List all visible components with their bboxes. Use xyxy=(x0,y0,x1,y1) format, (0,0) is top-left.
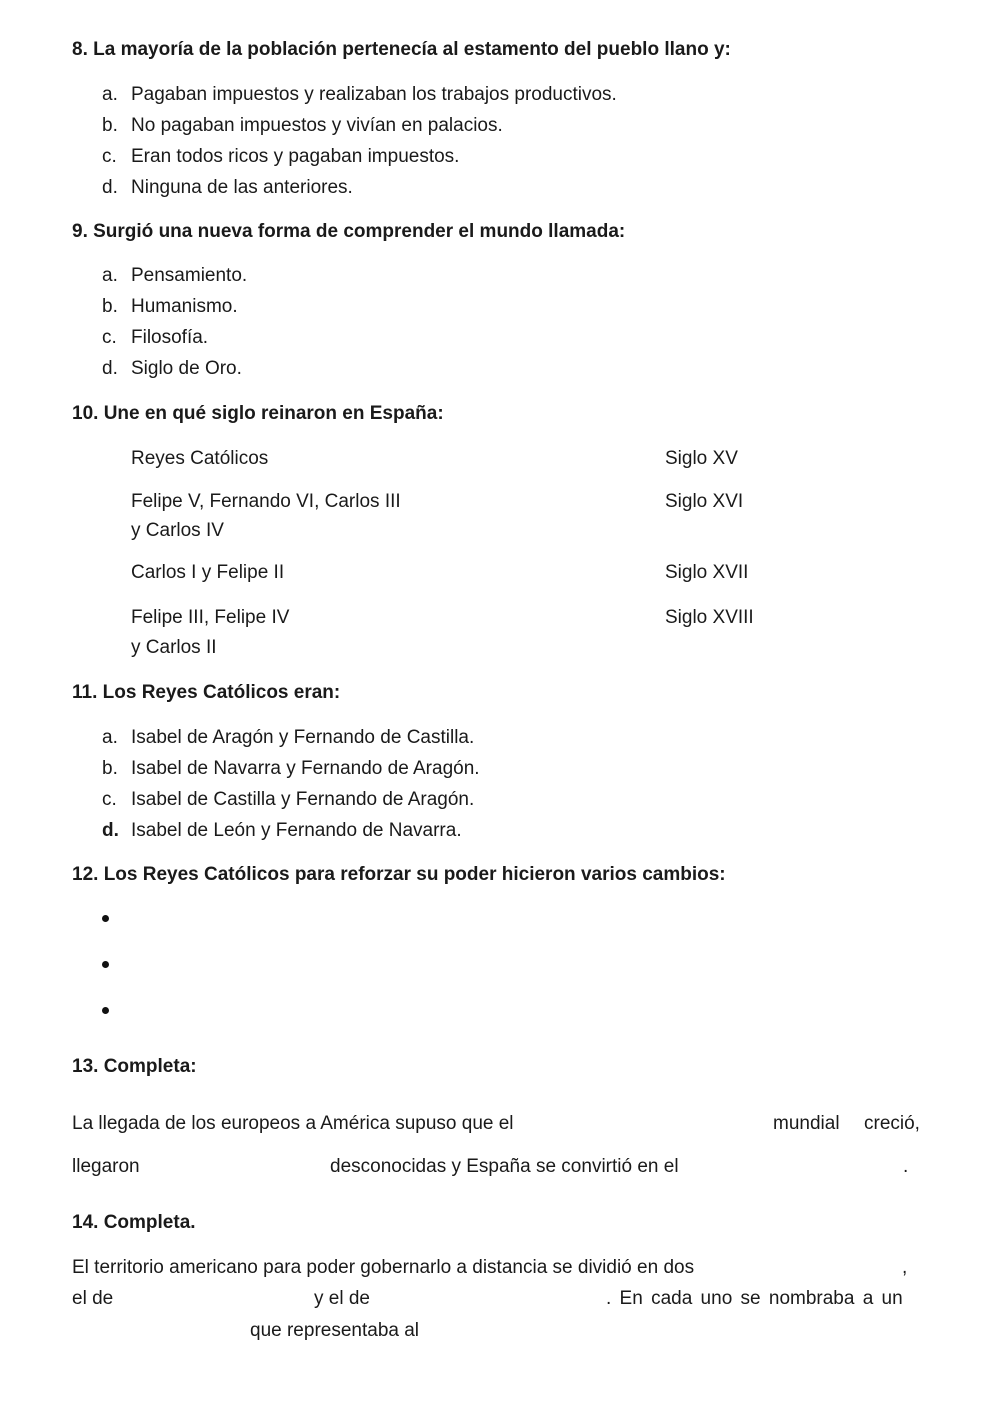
option-letter: d. xyxy=(102,358,118,379)
q11-option-c[interactable] xyxy=(102,789,474,811)
option-text: Eran todos ricos y pagaban impuestos. xyxy=(131,146,460,167)
answer-field-2[interactable] xyxy=(130,953,830,975)
match-left-2[interactable]: Felipe V, Fernando VI, Carlos III xyxy=(131,491,401,512)
q11-option-a[interactable] xyxy=(102,727,474,749)
q13-text-3: creció, xyxy=(864,1113,920,1134)
q9-option-c[interactable] xyxy=(102,327,208,349)
option-letter: a. xyxy=(102,84,118,105)
match-right-3[interactable]: Siglo XVII xyxy=(665,562,749,583)
bullet-1 xyxy=(102,915,109,922)
option-letter: d. xyxy=(102,177,118,198)
option-text: Isabel de Aragón y Fernando de Castilla. xyxy=(131,727,475,748)
option-letter: b. xyxy=(102,296,118,317)
option-letter: a. xyxy=(102,265,118,286)
match-left-1[interactable]: Reyes Católicos xyxy=(131,448,269,469)
option-text: Isabel de Castilla y Fernando de Aragón. xyxy=(131,789,475,810)
option-letter: d. xyxy=(102,820,119,841)
match-left-2-cont: y Carlos IV xyxy=(131,520,224,541)
option-text: Ninguna de las anteriores. xyxy=(131,177,353,198)
option-text: Humanismo. xyxy=(131,296,238,317)
q13-text-4: llegaron xyxy=(72,1156,140,1177)
answer-field-1[interactable] xyxy=(130,907,830,929)
q11-option-b[interactable] xyxy=(102,758,480,780)
q13-blank-3[interactable] xyxy=(722,1156,897,1178)
q14-text-3: el de xyxy=(72,1288,114,1309)
q13-text-5: desconocidas y España se convirtió en el xyxy=(330,1156,679,1177)
question-13-title: 13. Completa: xyxy=(72,1056,197,1077)
match-right-4[interactable]: Siglo XVIII xyxy=(665,607,754,628)
answer-field-3[interactable] xyxy=(130,999,830,1021)
option-text: Pensamiento. xyxy=(131,265,248,286)
q13-blank-1[interactable] xyxy=(575,1113,765,1135)
option-text: Siglo de Oro. xyxy=(131,358,242,379)
q8-option-c[interactable] xyxy=(102,146,459,168)
match-right-2[interactable]: Siglo XVI xyxy=(665,491,744,512)
question-11-title: 11. Los Reyes Católicos eran: xyxy=(72,682,341,703)
option-letter: c. xyxy=(102,146,117,167)
q14-blank-3[interactable] xyxy=(384,1288,599,1310)
q13-blank-2[interactable] xyxy=(158,1156,323,1178)
q8-option-a[interactable] xyxy=(102,84,617,106)
q13-text-2: mundial xyxy=(773,1113,840,1134)
option-letter: c. xyxy=(102,789,117,810)
match-left-4-cont: y Carlos II xyxy=(131,637,217,658)
q13-text-6: . xyxy=(903,1156,909,1177)
option-text: Isabel de León y Fernando de Navarra. xyxy=(131,820,462,841)
option-text: Pagaban impuestos y realizaban los trabajos productivos. xyxy=(131,84,617,105)
q14-blank-2[interactable] xyxy=(125,1288,305,1310)
question-8-title: 8. La mayoría de la población pertenecía al estamento del pueblo llano y: xyxy=(72,39,731,60)
q13-text-1: La llegada de los europeos a América supuso que el xyxy=(72,1113,514,1134)
option-text: No pagaban impuestos y vivían en palacios. xyxy=(131,115,503,136)
q9-option-d[interactable] xyxy=(102,358,242,380)
match-left-3[interactable]: Carlos I y Felipe II xyxy=(131,562,285,583)
q14-blank-5[interactable] xyxy=(448,1320,648,1342)
q14-text-1: El territorio americano para poder gobernarlo a distancia se dividió en dos xyxy=(72,1257,695,1278)
q9-option-b[interactable] xyxy=(102,296,238,318)
option-letter: b. xyxy=(102,758,118,779)
q14-text-4: y el de xyxy=(314,1288,370,1309)
bullet-3 xyxy=(102,1007,109,1014)
option-letter: a. xyxy=(102,727,118,748)
q11-option-d[interactable] xyxy=(102,820,462,842)
q9-option-a[interactable] xyxy=(102,265,247,287)
question-10-title: 10. Une en qué siglo reinaron en España: xyxy=(72,403,444,424)
question-12-title: 12. Los Reyes Católicos para reforzar su poder hicieron varios cambios: xyxy=(72,864,726,885)
q14-text-6: que representaba al xyxy=(250,1320,420,1341)
match-right-1[interactable]: Siglo XV xyxy=(665,448,738,469)
q8-option-b[interactable] xyxy=(102,115,503,137)
q14-text-2: , xyxy=(902,1257,908,1278)
match-left-4[interactable]: Felipe III, Felipe IV xyxy=(131,607,290,628)
q14-blank-4[interactable] xyxy=(72,1320,242,1342)
option-letter: b. xyxy=(102,115,118,136)
q14-text-5: . En cada uno se nombraba a un xyxy=(606,1288,903,1309)
question-14-title: 14. Completa. xyxy=(72,1212,196,1233)
bullet-2 xyxy=(102,961,109,968)
q14-blank-1[interactable] xyxy=(787,1257,897,1279)
option-text: Isabel de Navarra y Fernando de Aragón. xyxy=(131,758,480,779)
option-letter: c. xyxy=(102,327,117,348)
q8-option-d[interactable] xyxy=(102,177,353,199)
option-text: Filosofía. xyxy=(131,327,209,348)
question-9-title: 9. Surgió una nueva forma de comprender el mundo llamada: xyxy=(72,221,626,242)
